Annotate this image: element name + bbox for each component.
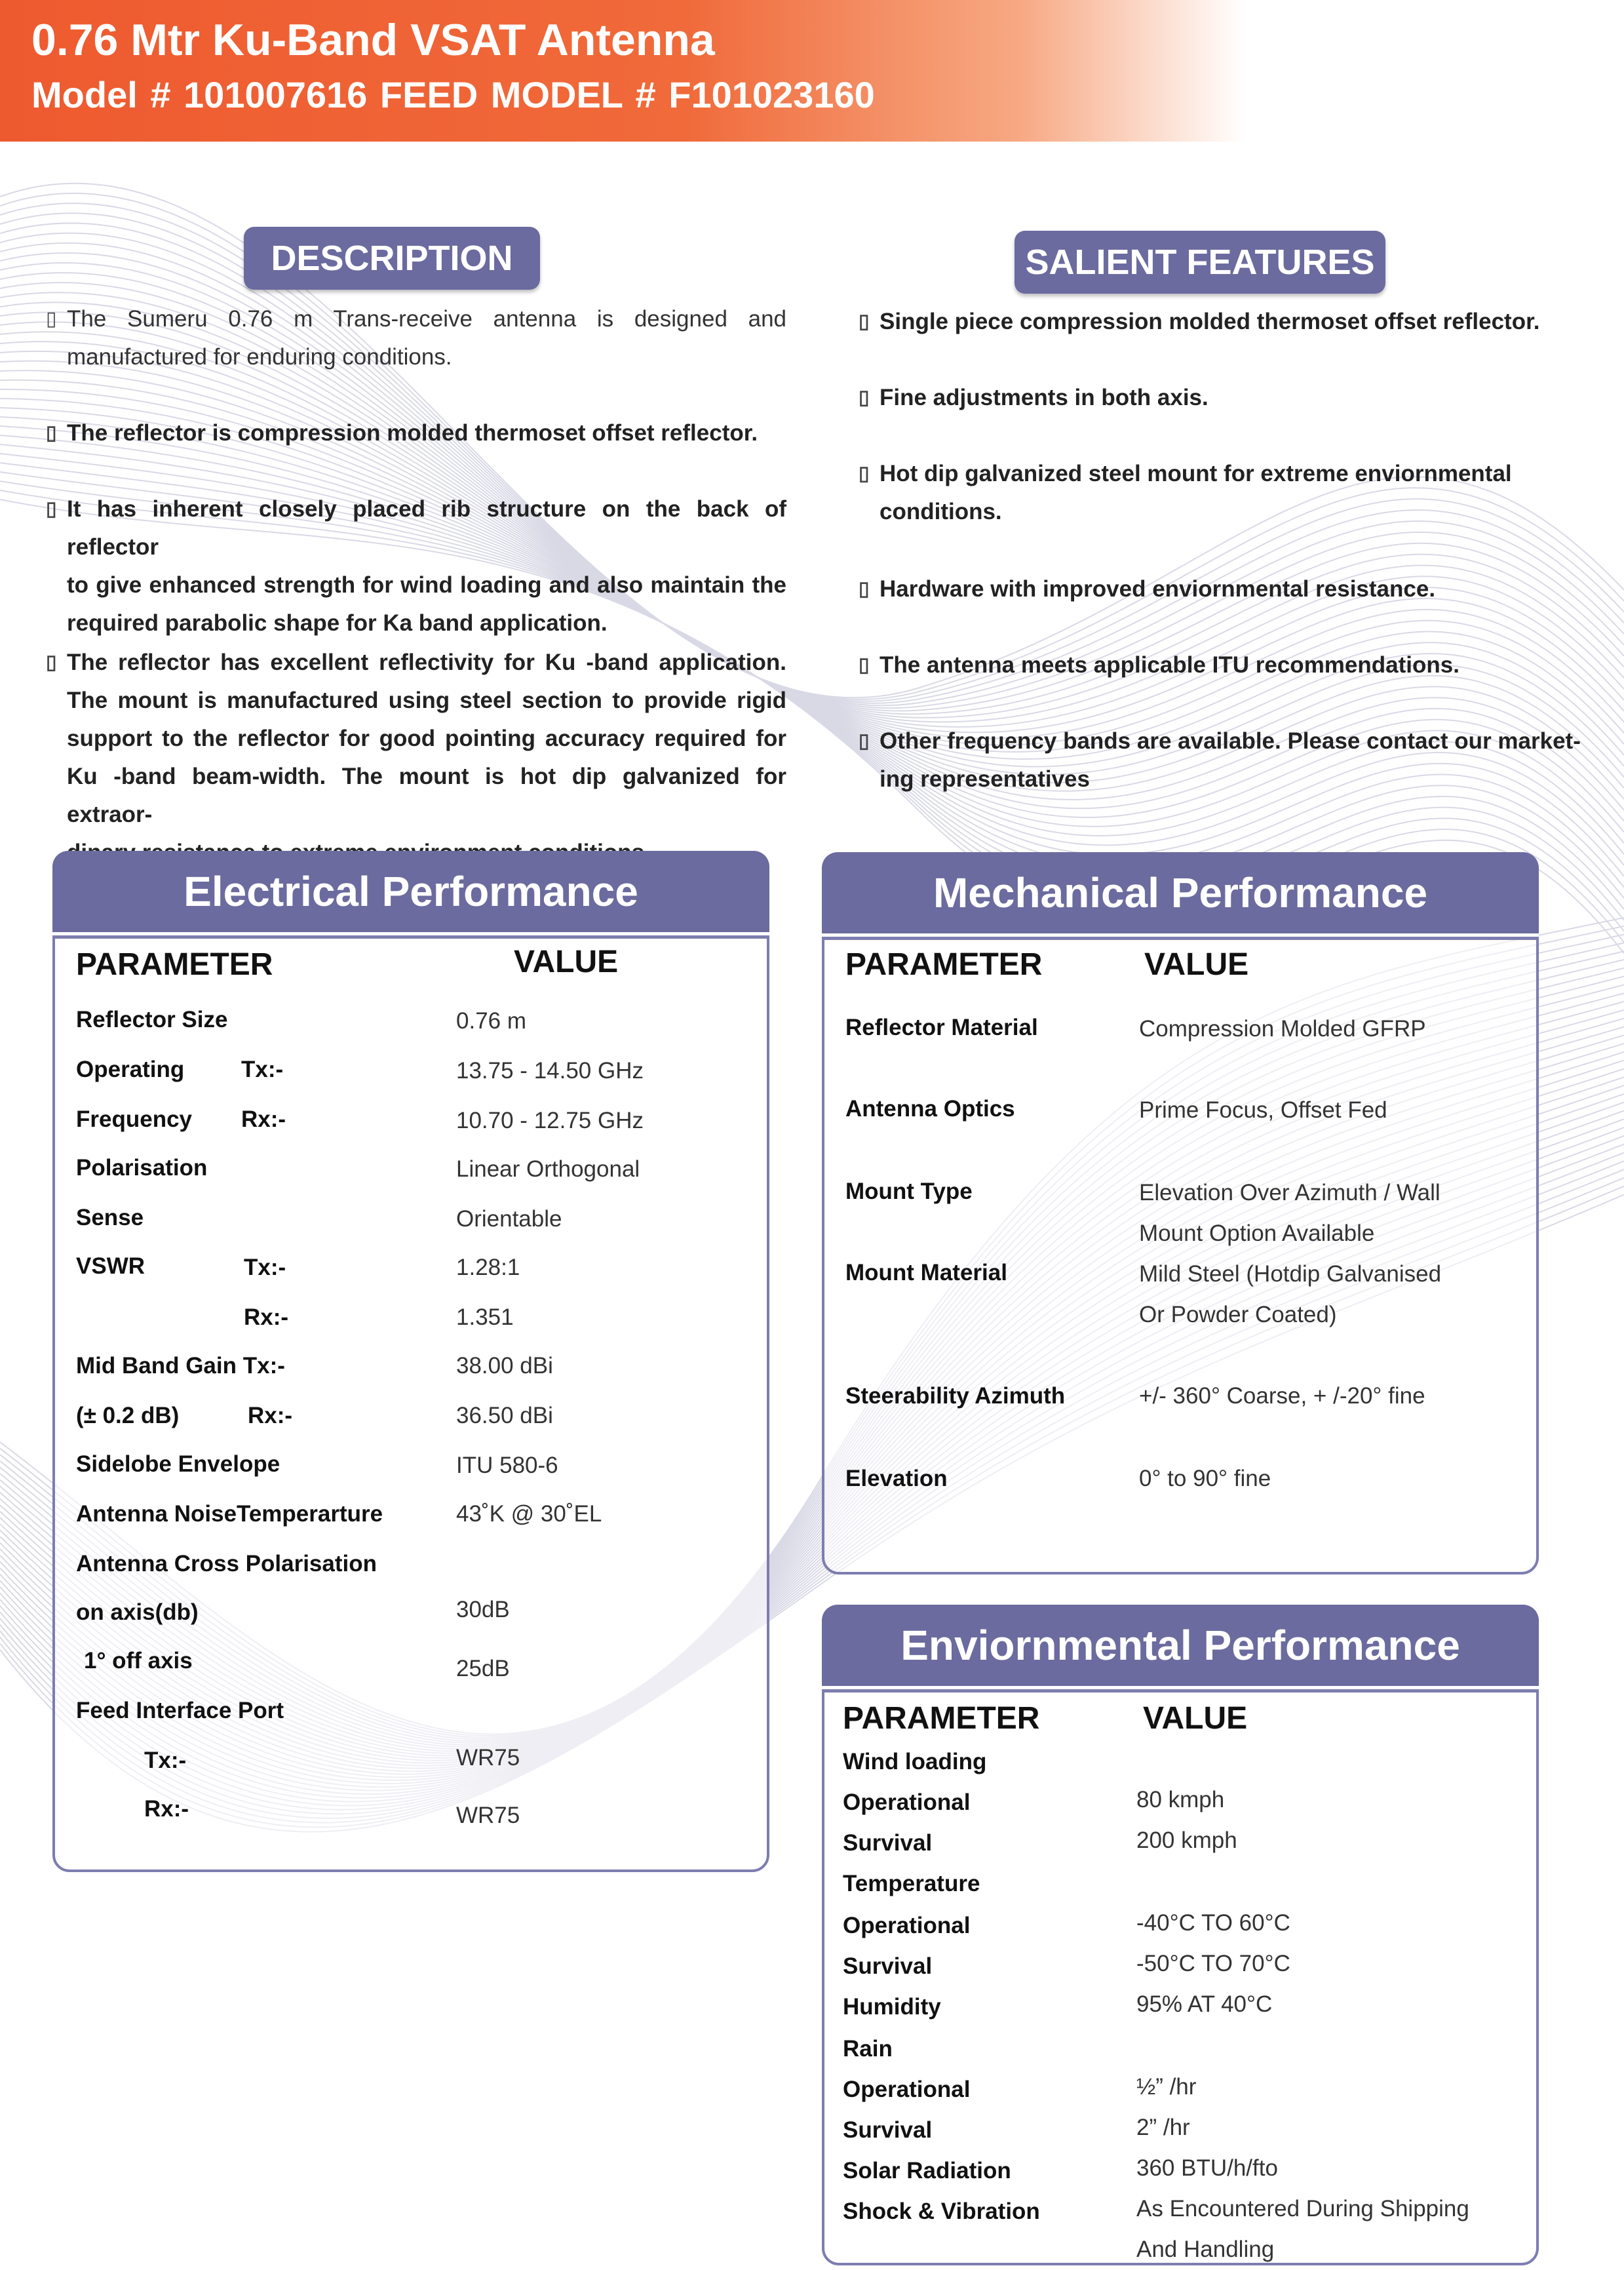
param-label: Reflector Material xyxy=(845,1015,1038,1040)
description-line: to give enhanced strength for wind loading and also maintain the xyxy=(67,572,786,598)
electrical-col-parameter: PARAMETER xyxy=(76,947,273,982)
description-line: The mount is manufactured using steel section to provide rigid xyxy=(67,688,786,713)
param-value: Linear Orthogonal xyxy=(456,1156,640,1182)
bullet-icon: ▯ xyxy=(859,654,870,676)
param-sublabel: Tx:- xyxy=(244,1255,286,1280)
param-label: Antenna NoiseTemperarture xyxy=(76,1501,383,1527)
description-line: It has inherent closely placed rib structure on the back of reflector xyxy=(67,496,786,560)
description-line: support to the reflector for good pointing accuracy required for xyxy=(67,726,786,751)
param-label: Antenna Optics xyxy=(845,1096,1015,1122)
param-value: WR75 xyxy=(456,1803,520,1828)
description-para-3 xyxy=(46,490,786,642)
feature-item xyxy=(859,455,1594,531)
feature-text: ing representatives xyxy=(880,766,1090,792)
param-value: Compression Molded GFRP xyxy=(1139,1016,1426,1042)
bullet-icon: ▯ xyxy=(859,387,870,408)
description-para-4 xyxy=(46,644,786,872)
feature-text: Fine adjustments in both axis. xyxy=(880,385,1208,410)
param-value: 25dB xyxy=(456,1656,510,1681)
bullet-icon: ▯ xyxy=(859,730,870,752)
feature-item xyxy=(859,303,1594,341)
param-label: (± 0.2 dB) xyxy=(76,1403,180,1428)
param-value: Elevation Over Azimuth / Wall xyxy=(1139,1180,1440,1205)
param-value: 36.50 dBi xyxy=(456,1403,553,1428)
bullet-icon: ▯ xyxy=(46,422,57,444)
param-label: Rain xyxy=(843,2036,893,2062)
bullet-icon: ▯ xyxy=(46,498,57,520)
description-line: Ku -band beam-width. The mount is hot dip galvanized for extraor- xyxy=(67,764,786,827)
feature-text: conditions. xyxy=(880,499,1002,524)
param-label: Survival xyxy=(843,1953,933,1979)
param-label: Humidity xyxy=(843,1994,941,2020)
param-sublabel: Rx:- xyxy=(248,1403,293,1428)
param-label: 1° off axis xyxy=(84,1648,193,1673)
feature-item xyxy=(859,379,1594,417)
feature-item xyxy=(859,570,1594,608)
param-value: 200 kmph xyxy=(1136,1828,1237,1853)
param-label: Survival xyxy=(843,1830,933,1856)
param-label: Mid Band Gain Tx:- xyxy=(76,1353,285,1379)
environmental-col-parameter: PARAMETER xyxy=(843,1701,1040,1736)
document-title: 0.76 Mtr Ku-Band VSAT Antenna xyxy=(31,15,715,65)
description-para-2 xyxy=(46,414,786,452)
param-value: 10.70 - 12.75 GHz xyxy=(456,1108,644,1133)
param-label: Operational xyxy=(843,1913,971,1938)
param-value: +/- 360° Coarse, + /-20° fine xyxy=(1139,1383,1425,1409)
param-label: Operating xyxy=(76,1057,185,1082)
param-label: Mount Type xyxy=(845,1179,973,1204)
param-value: 0° to 90° fine xyxy=(1139,1466,1271,1491)
bullet-icon: ▯ xyxy=(859,578,870,600)
param-value: Prime Focus, Offset Fed xyxy=(1139,1097,1387,1123)
param-sublabel: Rx:- xyxy=(144,1796,189,1822)
salient-features-heading: SALIENT FEATURES xyxy=(1015,231,1385,294)
param-value: 95% AT 40°C xyxy=(1136,1991,1273,2017)
environmental-col-value: VALUE xyxy=(1143,1701,1248,1736)
param-label: Antenna Cross Polarisation xyxy=(76,1551,377,1576)
param-value: Mount Option Available xyxy=(1139,1221,1375,1246)
param-label: Shock & Vibration xyxy=(843,2199,1040,2224)
bullet-icon: ▯ xyxy=(46,308,57,330)
description-line: The Sumeru 0.76 m Trans-receive antenna is designed and xyxy=(67,306,786,332)
param-label: Sense xyxy=(76,1205,144,1230)
description-para-1 xyxy=(46,300,786,376)
param-sublabel: Rx:- xyxy=(244,1304,289,1330)
param-label: Feed Interface Port xyxy=(76,1698,284,1723)
param-sublabel: Tx:- xyxy=(144,1748,187,1773)
header-banner xyxy=(0,0,1245,142)
param-value: 1.28:1 xyxy=(456,1255,520,1280)
feature-text: The antenna meets applicable ITU recommendations. xyxy=(880,652,1460,678)
param-label: Operational xyxy=(843,1790,971,1815)
description-line: The reflector has excellent reflectivity for Ku -band application. xyxy=(67,650,786,675)
param-value: ITU 580-6 xyxy=(456,1453,558,1478)
param-value: -40°C TO 60°C xyxy=(1136,1910,1290,1936)
param-label: Temperature xyxy=(843,1871,980,1896)
param-value: Or Powder Coated) xyxy=(1139,1302,1337,1327)
param-label: Mount Material xyxy=(845,1260,1007,1285)
param-value: 30dB xyxy=(456,1597,510,1622)
param-value: 38.00 dBi xyxy=(456,1353,553,1379)
param-label: on axis(db) xyxy=(76,1599,199,1625)
param-label: Reflector Size xyxy=(76,1007,228,1032)
param-value: And Handling xyxy=(1136,2237,1275,2262)
mechanical-col-value: VALUE xyxy=(1144,947,1249,982)
description-line: manufactured for enduring conditions. xyxy=(67,344,452,370)
param-label: Polarisation xyxy=(76,1155,208,1181)
param-label: Elevation xyxy=(845,1466,948,1491)
electrical-performance-title: Electrical Performance xyxy=(52,851,769,935)
param-label: Solar Radiation xyxy=(843,2158,1011,2183)
param-label: Survival xyxy=(843,2117,933,2143)
param-value: 0.76 m xyxy=(456,1008,526,1034)
param-label: Operational xyxy=(843,2077,971,2102)
environmental-performance-title: Enviornmental Performance xyxy=(822,1605,1539,1689)
param-value: 43˚K @ 30˚EL xyxy=(456,1501,602,1527)
mechanical-col-parameter: PARAMETER xyxy=(845,947,1043,982)
param-label: Wind loading xyxy=(843,1749,987,1774)
param-value: 13.75 - 14.50 GHz xyxy=(456,1058,644,1084)
param-value: WR75 xyxy=(456,1745,520,1771)
electrical-col-value: VALUE xyxy=(514,945,619,979)
param-value: 2” /hr xyxy=(1136,2115,1190,2140)
param-label: Steerability Azimuth xyxy=(845,1383,1066,1409)
param-value: 1.351 xyxy=(456,1304,514,1330)
param-value: Mild Steel (Hotdip Galvanised xyxy=(1139,1261,1442,1287)
param-value: ½” /hr xyxy=(1136,2074,1197,2100)
param-value: 80 kmph xyxy=(1136,1787,1225,1812)
param-sublabel: Rx:- xyxy=(241,1106,286,1132)
param-value: As Encountered During Shipping xyxy=(1136,2196,1469,2221)
description-heading: DESCRIPTION xyxy=(244,227,540,290)
feature-text: Single piece compression molded thermoset offset reflector. xyxy=(880,309,1540,334)
param-label: VSWR xyxy=(76,1253,145,1279)
param-label: Sidelobe Envelope xyxy=(76,1451,280,1477)
feature-text: Hot dip galvanized steel mount for extreme enviornmental xyxy=(880,461,1512,486)
mechanical-performance-title: Mechanical Performance xyxy=(822,852,1539,937)
description-line: The reflector is compression molded thermoset offset reflector. xyxy=(67,420,758,446)
param-value: -50°C TO 70°C xyxy=(1136,1951,1290,1976)
param-value: Orientable xyxy=(456,1206,562,1232)
feature-item xyxy=(859,722,1594,798)
feature-item xyxy=(859,646,1594,684)
param-sublabel: Tx:- xyxy=(241,1057,284,1082)
feature-text: Other frequency bands are available. Please contact our market- xyxy=(880,728,1581,754)
param-value: 360 BTU/h/fto xyxy=(1136,2155,1278,2181)
bullet-icon: ▯ xyxy=(859,311,870,332)
model-number: Model # 101007616 FEED MODEL # F101023160 xyxy=(31,74,875,115)
description-line: required parabolic shape for Ka band application. xyxy=(67,610,608,636)
param-label: Frequency xyxy=(76,1106,192,1132)
bullet-icon: ▯ xyxy=(46,652,57,673)
bullet-icon: ▯ xyxy=(859,463,870,484)
feature-text: Hardware with improved enviornmental resistance. xyxy=(880,576,1436,602)
